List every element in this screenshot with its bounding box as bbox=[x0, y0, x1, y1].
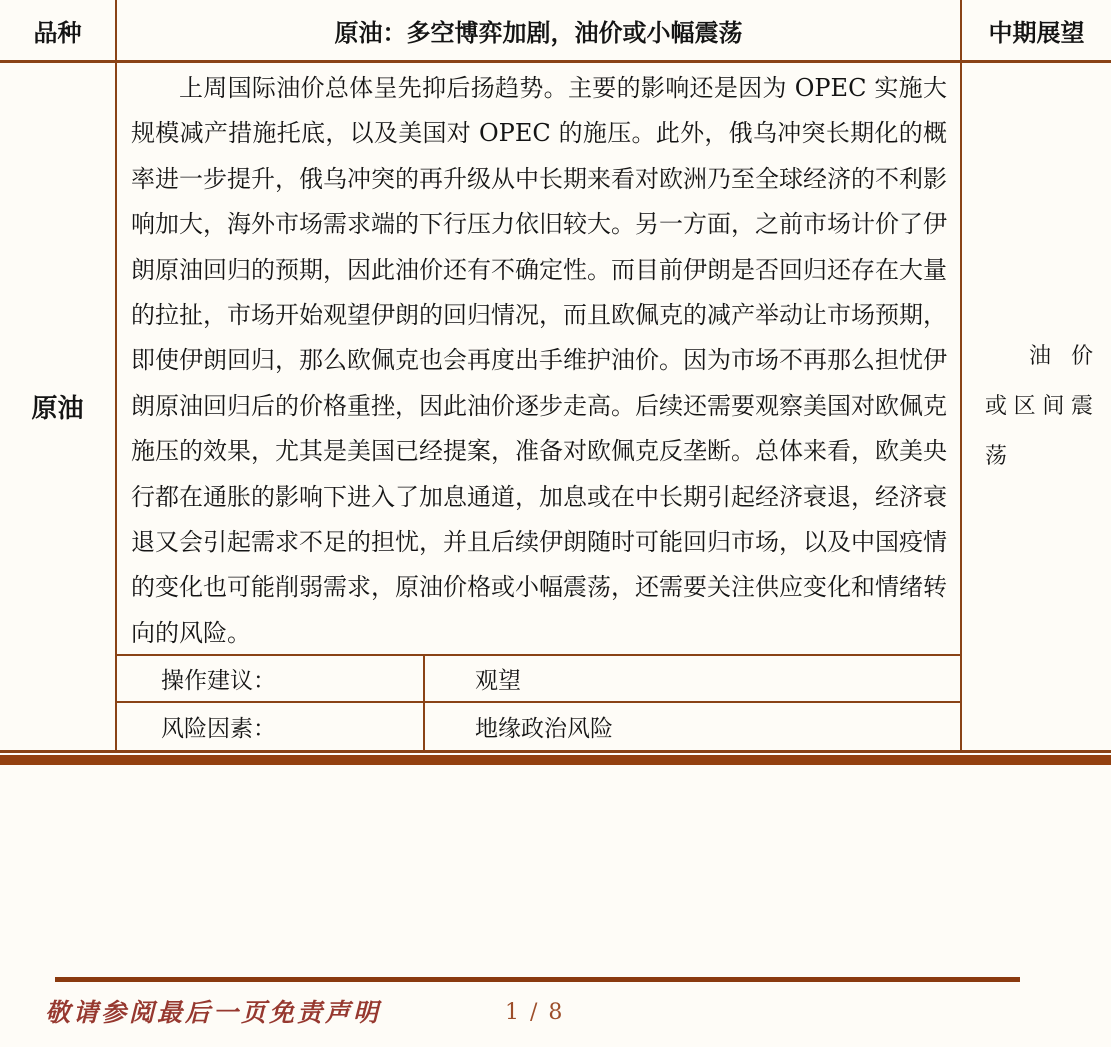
risk-label: 风险因素： bbox=[117, 703, 425, 750]
advice-label: 操作建议： bbox=[117, 656, 425, 703]
outlook-text: 油价或区间震荡 bbox=[985, 343, 1093, 469]
footer-disclaimer: 敬请参阅最后一页免责声明 bbox=[45, 998, 382, 1027]
variety-column-header: 品种 bbox=[0, 0, 117, 63]
table-bottom-accent-bar bbox=[0, 755, 1111, 765]
risk-value: 地缘政治风险 bbox=[425, 703, 962, 750]
analysis-cell bbox=[117, 63, 962, 656]
analysis-paragraph: 上周国际油价总体呈先抑后扬趋势。主要的影响还是因为 OPEC 实施大规模减产措施托底，以及美国对 OPEC 的施压。此外，俄乌冲突长期化的概率进一步提升，俄乌冲突的再升级从中长期来看对欧洲乃至全球经济的不利影响加大，海外市场需求端的下行压力依旧较大。另一方面，之前市场计价了伊朗原油回归的预期，因此油价还有不确定性。而目前伊朗是否回归还存在大量的拉扯，市场开始观望伊朗的回归情况，而且欧佩克的减产举动让市场预期，即使伊朗回归，那么欧佩克也会再度出手维护油价。因为市场不再那么担忧伊朗原油回归后的价格重挫，因此油价逐步走高。后续还需要观察美国对欧佩克施压的效果，尤其是美国已经提案，准备对欧佩克反垄断。总体来看，欧美央行都在通胀的影响下进入了加息通道，加息或在中长期引起经济衰退，经济衰退又会引起需求不足的担忧，并且后续伊朗随时可能回归市场，以及中国疫情的变化也可能削弱需求，原油价格或小幅震荡，还需要关注供应变化和情绪转向的风险。 bbox=[131, 74, 947, 647]
footer-page-number: 1 / 8 bbox=[505, 1000, 565, 1025]
outlook-column-header: 中期展望 bbox=[962, 0, 1111, 63]
footer-rule bbox=[55, 977, 1020, 982]
variety-name: 原油 bbox=[0, 63, 117, 750]
advice-value: 观望 bbox=[425, 656, 962, 703]
report-title: 原油：多空博弈加剧，油价或小幅震荡 bbox=[117, 0, 962, 63]
outlook-cell bbox=[962, 63, 1111, 750]
